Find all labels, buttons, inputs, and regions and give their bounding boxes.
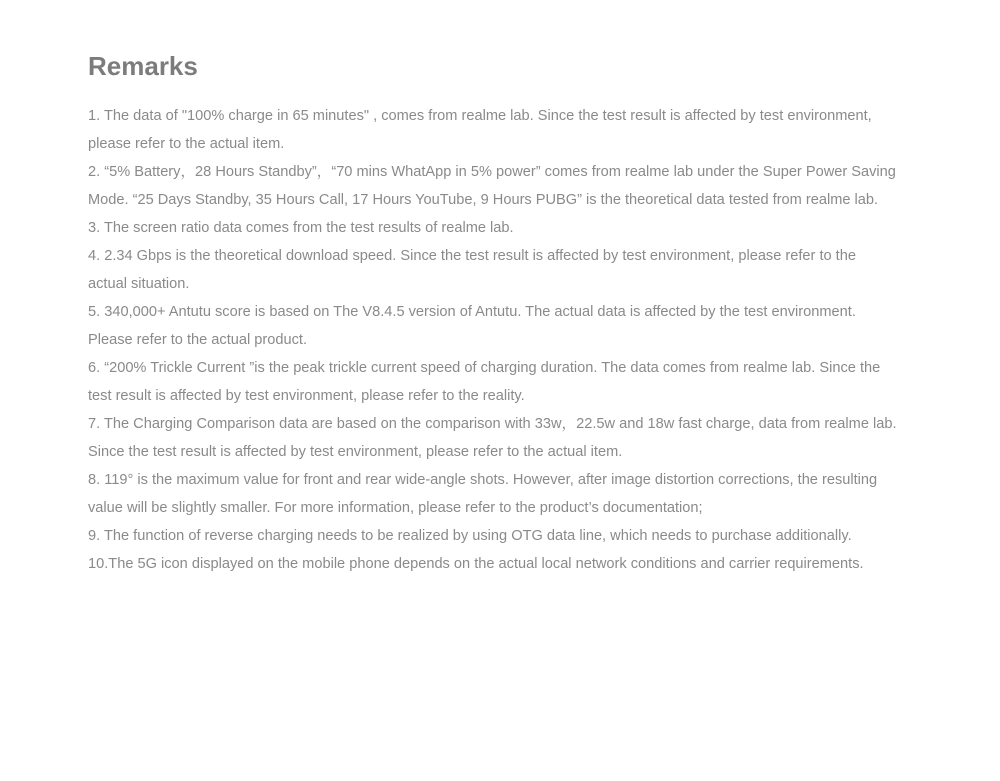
remark-item: 10.The 5G icon displayed on the mobile phone depends on the actual local network conditions and carrier requirements. [88, 556, 864, 572]
remark-item: 1. The data of "100% charge in 65 minutes" , comes from realme lab. Since the test result is affected by test environment, please refer to the actual item. [88, 108, 872, 152]
remark-item: 5. 340,000+ Antutu score is based on The V8.4.5 version of Antutu. The actual data is affected by the test environment. Please refer to the actual product. [88, 304, 856, 348]
remarks-list [88, 102, 898, 578]
remark-item: 9. The function of reverse charging needs to be realized by using OTG data line, which needs to purchase additionally. [88, 528, 852, 544]
remarks-title: Remarks [88, 51, 198, 81]
remark-item: 8. 119° is the maximum value for front and rear wide-angle shots. However, after image distortion corrections, the resulting value will be slightly smaller. For more information, please refer to the product’s documentation; [88, 472, 878, 516]
remark-item: 3. The screen ratio data comes from the test results of realme lab. [88, 220, 514, 236]
remark-item: 2. “5% Battery，28 Hours Standby”，“70 mins WhatApp in 5% power” comes from realme lab under the Super Power Saving Mode. “25 Days Standby, 35 Hours Call, 17 Hours YouTube, 9 Hours PUBG” is the theoretical data tested from realme lab. [88, 164, 896, 208]
remark-item: 4. 2.34 Gbps is the theoretical download speed. Since the test result is affected by test environment, please refer to the actual situation. [88, 248, 856, 292]
remark-item: 7. The Charging Comparison data are based on the comparison with 33w，22.5w and 18w fast charge, data from realme lab. Since the test result is affected by test environment, please refer to the actual item. [88, 416, 897, 460]
remark-item: 6. “200% Trickle Current ”is the peak trickle current speed of charging duration. The data comes from realme lab. Since the test result is affected by test environment, please refer to the reality. [88, 360, 881, 404]
